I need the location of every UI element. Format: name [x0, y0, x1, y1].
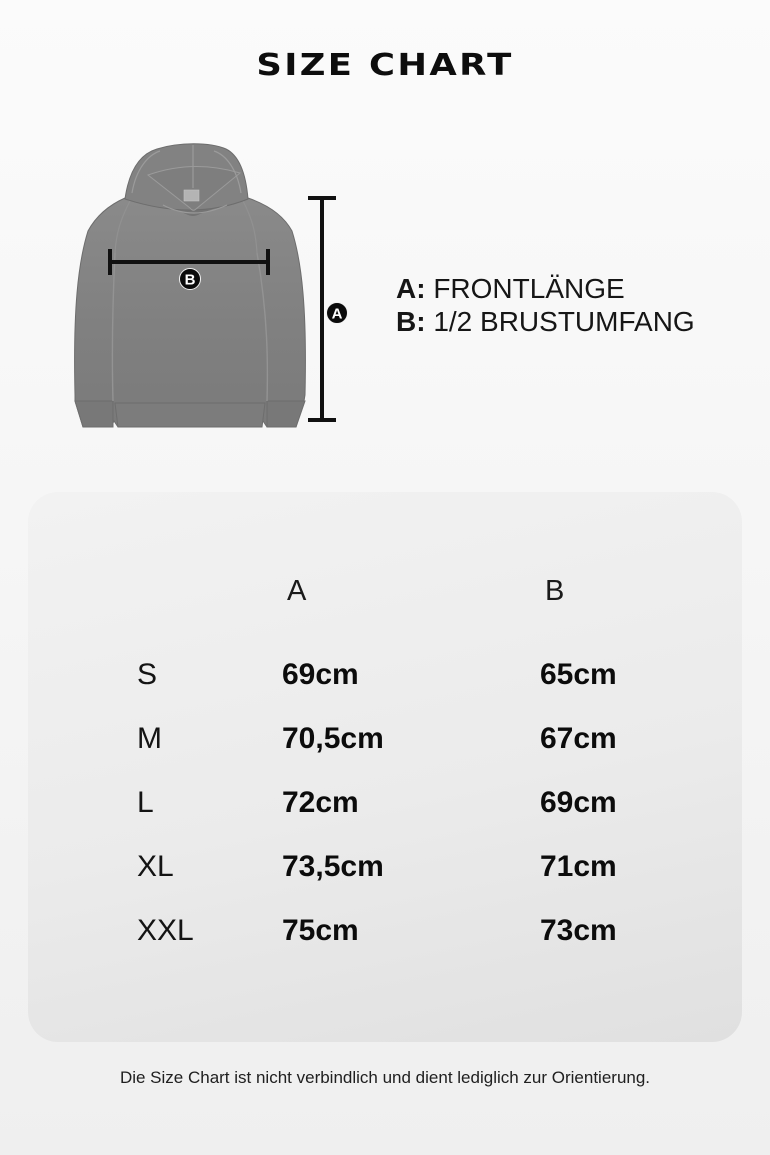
hoodie-body [75, 198, 306, 427]
legend-key-b: B: [396, 306, 426, 337]
legend-label-a: FRONTLÄNGE [433, 273, 625, 304]
value-cell-a: 70,5cm [282, 722, 384, 755]
size-cell: XXL [137, 914, 194, 947]
size-cell: S [137, 658, 158, 691]
value-cell-a: 69cm [282, 658, 359, 691]
table-row [137, 835, 742, 899]
legend-label-b: 1/2 BRUSTUMFANG [433, 306, 695, 337]
page-title [0, 48, 770, 83]
hoodie-cuff-left [75, 401, 113, 427]
disclaimer-text: Die Size Chart ist nicht verbindlich und dient lediglich zur Orientierung. [119, 1068, 651, 1087]
value-cell-a: 73,5cm [282, 850, 384, 883]
size-table-body [137, 643, 742, 963]
table-row [137, 771, 742, 835]
marker-a-label: A [331, 305, 343, 323]
value-cell-b: 65cm [540, 658, 617, 691]
legend-key-a: A: [396, 273, 426, 304]
hoodie-illustration [60, 135, 360, 435]
table-row [137, 899, 742, 963]
value-cell-b: 71cm [540, 850, 617, 883]
marker-b-label: B [184, 271, 196, 289]
value-cell-b: 73cm [540, 914, 617, 947]
size-cell: XL [137, 850, 174, 883]
size-table-header [137, 570, 742, 612]
table-row [137, 643, 742, 707]
value-cell-b: 69cm [540, 786, 617, 819]
hoodie-hem-band [115, 403, 265, 427]
hoodie-label-tag [184, 190, 199, 201]
column-header-b: B [545, 574, 565, 607]
page-title-text: SIZE CHART [256, 48, 514, 83]
value-cell-b: 67cm [540, 722, 617, 755]
value-cell-a: 72cm [282, 786, 359, 819]
hoodie-diagram [60, 135, 360, 435]
size-cell: L [137, 786, 154, 819]
table-row [137, 707, 742, 771]
measure-legend [396, 272, 695, 338]
legend-line-a [396, 272, 695, 305]
size-cell: M [137, 722, 162, 755]
column-header-a: A [287, 574, 307, 607]
legend-line-b [396, 305, 695, 338]
value-cell-a: 75cm [282, 914, 359, 947]
size-chart-card [28, 492, 742, 1042]
hoodie-cuff-right [267, 401, 305, 427]
